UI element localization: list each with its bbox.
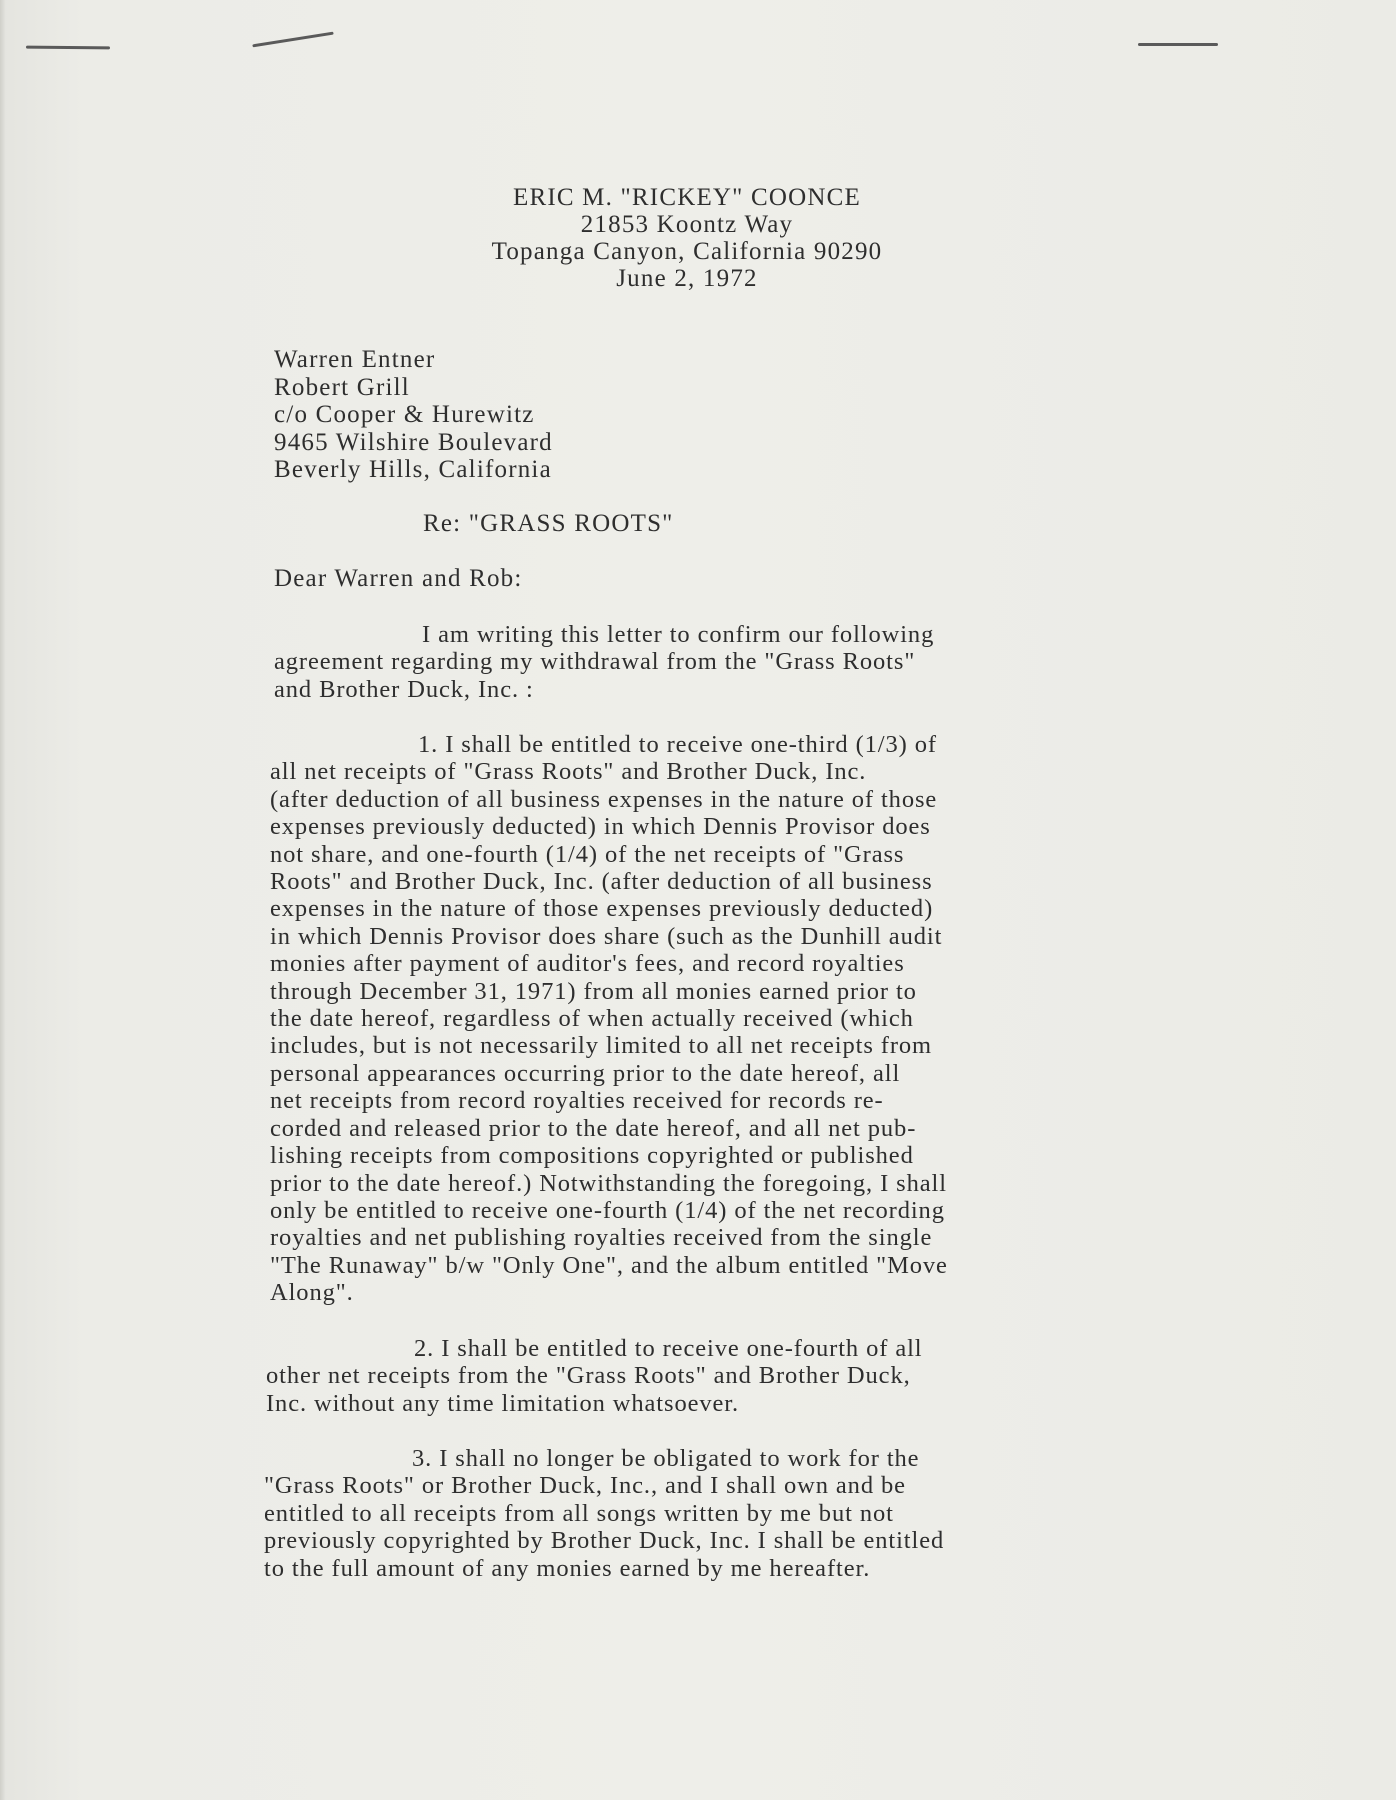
letterhead bbox=[0, 184, 1374, 292]
paragraph-line: not share, and one-fourth (1/4) of the net receipts of "Grass bbox=[270, 840, 905, 868]
paragraph-line: Inc. without any time limitation whatsoever. bbox=[266, 1389, 740, 1417]
paragraph-line: 3. I shall no longer be obligated to work for the bbox=[412, 1445, 920, 1472]
paragraph-line: through December 31, 1971) from all monies earned prior to bbox=[270, 977, 917, 1005]
paragraph-line: "Grass Roots" or Brother Duck, Inc., and I shall own and be bbox=[264, 1472, 906, 1500]
paragraph-line: expenses in the nature of those expenses previously deducted) bbox=[270, 895, 934, 923]
paragraph-line: and Brother Duck, Inc. : bbox=[274, 675, 534, 703]
paragraph-line: prior to the date hereof.) Notwithstanding the foregoing, I shall bbox=[270, 1169, 947, 1197]
addressee-line: c/o Cooper & Hurewitz bbox=[274, 401, 535, 428]
letter-date: June 2, 1972 bbox=[616, 265, 758, 292]
paragraph-line: 1. I shall be entitled to receive one-third (1/3) of bbox=[418, 731, 937, 758]
paragraph-line: 2. I shall be entitled to receive one-fourth of all bbox=[414, 1335, 923, 1362]
staple-mark bbox=[26, 46, 110, 50]
paragraph-line: monies after payment of auditor's fees, and record royalties bbox=[270, 950, 905, 978]
sender-name: ERIC M. "RICKEY" COONCE bbox=[512, 184, 862, 211]
paragraph-line: the date hereof, regardless of when actually received (which bbox=[270, 1005, 914, 1033]
paragraph-line: to the full amount of any monies earned by me hereafter. bbox=[264, 1554, 871, 1582]
clause-3 bbox=[264, 1445, 944, 1582]
paragraph-line: royalties and net publishing royalties received from the single bbox=[270, 1224, 933, 1252]
paragraph-line: corded and released prior to the date hereof, and all net pub- bbox=[270, 1114, 917, 1142]
paragraph-line: agreement regarding my withdrawal from the "Grass Roots" bbox=[274, 648, 916, 676]
re-line: Re: "GRASS ROOTS" bbox=[423, 510, 674, 537]
paragraph-line: net receipts from record royalties received for records re- bbox=[270, 1087, 884, 1115]
paragraph-line: expenses previously deducted) in which Dennis Provisor does bbox=[270, 813, 931, 841]
clause-1 bbox=[270, 731, 948, 1307]
addressee-line: Robert Grill bbox=[274, 373, 410, 401]
paragraph-line: "The Runaway" b/w "Only One", and the album entitled "Move bbox=[270, 1251, 948, 1279]
paragraph-line: includes, but is not necessarily limited to all net receipts from bbox=[270, 1032, 933, 1060]
paragraph-line: entitled to all receipts from all songs written by me but not bbox=[264, 1499, 894, 1527]
paragraph-line: personal appearances occurring prior to the date hereof, all bbox=[270, 1059, 901, 1087]
staple-mark bbox=[1138, 43, 1218, 46]
paragraph-line: (after deduction of all business expenses in the nature of those bbox=[270, 785, 938, 813]
paragraph-line: other net receipts from the "Grass Roots" and Brother Duck, bbox=[266, 1362, 911, 1390]
paragraph-line: in which Dennis Provisor does share (such as the Dunhill audit bbox=[270, 922, 943, 950]
sender-city: Topanga Canyon, California 90290 bbox=[491, 238, 883, 265]
paragraph-line: I am writing this letter to confirm our following bbox=[422, 621, 935, 648]
paragraph-line: previously copyrighted by Brother Duck, Inc. I shall be entitled bbox=[264, 1527, 945, 1555]
paragraph-line: all net receipts of "Grass Roots" and Brother Duck, Inc. bbox=[270, 758, 867, 786]
addressee-line: 9465 Wilshire Boulevard bbox=[274, 428, 553, 456]
addressee-line: Warren Entner bbox=[274, 346, 436, 373]
salutation: Dear Warren and Rob: bbox=[274, 565, 523, 592]
addressee-block bbox=[274, 346, 553, 484]
paragraph-line: Roots" and Brother Duck, Inc. (after deduction of all business bbox=[270, 868, 933, 896]
addressee-line: Beverly Hills, California bbox=[274, 456, 552, 483]
paragraph-line: Along". bbox=[270, 1279, 354, 1307]
staple-mark bbox=[252, 32, 333, 48]
clause-2 bbox=[266, 1335, 923, 1417]
paragraph-line: lishing receipts from compositions copyrighted or published bbox=[270, 1142, 914, 1170]
intro-paragraph bbox=[274, 621, 934, 703]
sender-street: 21853 Koontz Way bbox=[580, 211, 794, 238]
paragraph-line: only be entitled to receive one-fourth (1/4) of the net recording bbox=[270, 1196, 945, 1224]
